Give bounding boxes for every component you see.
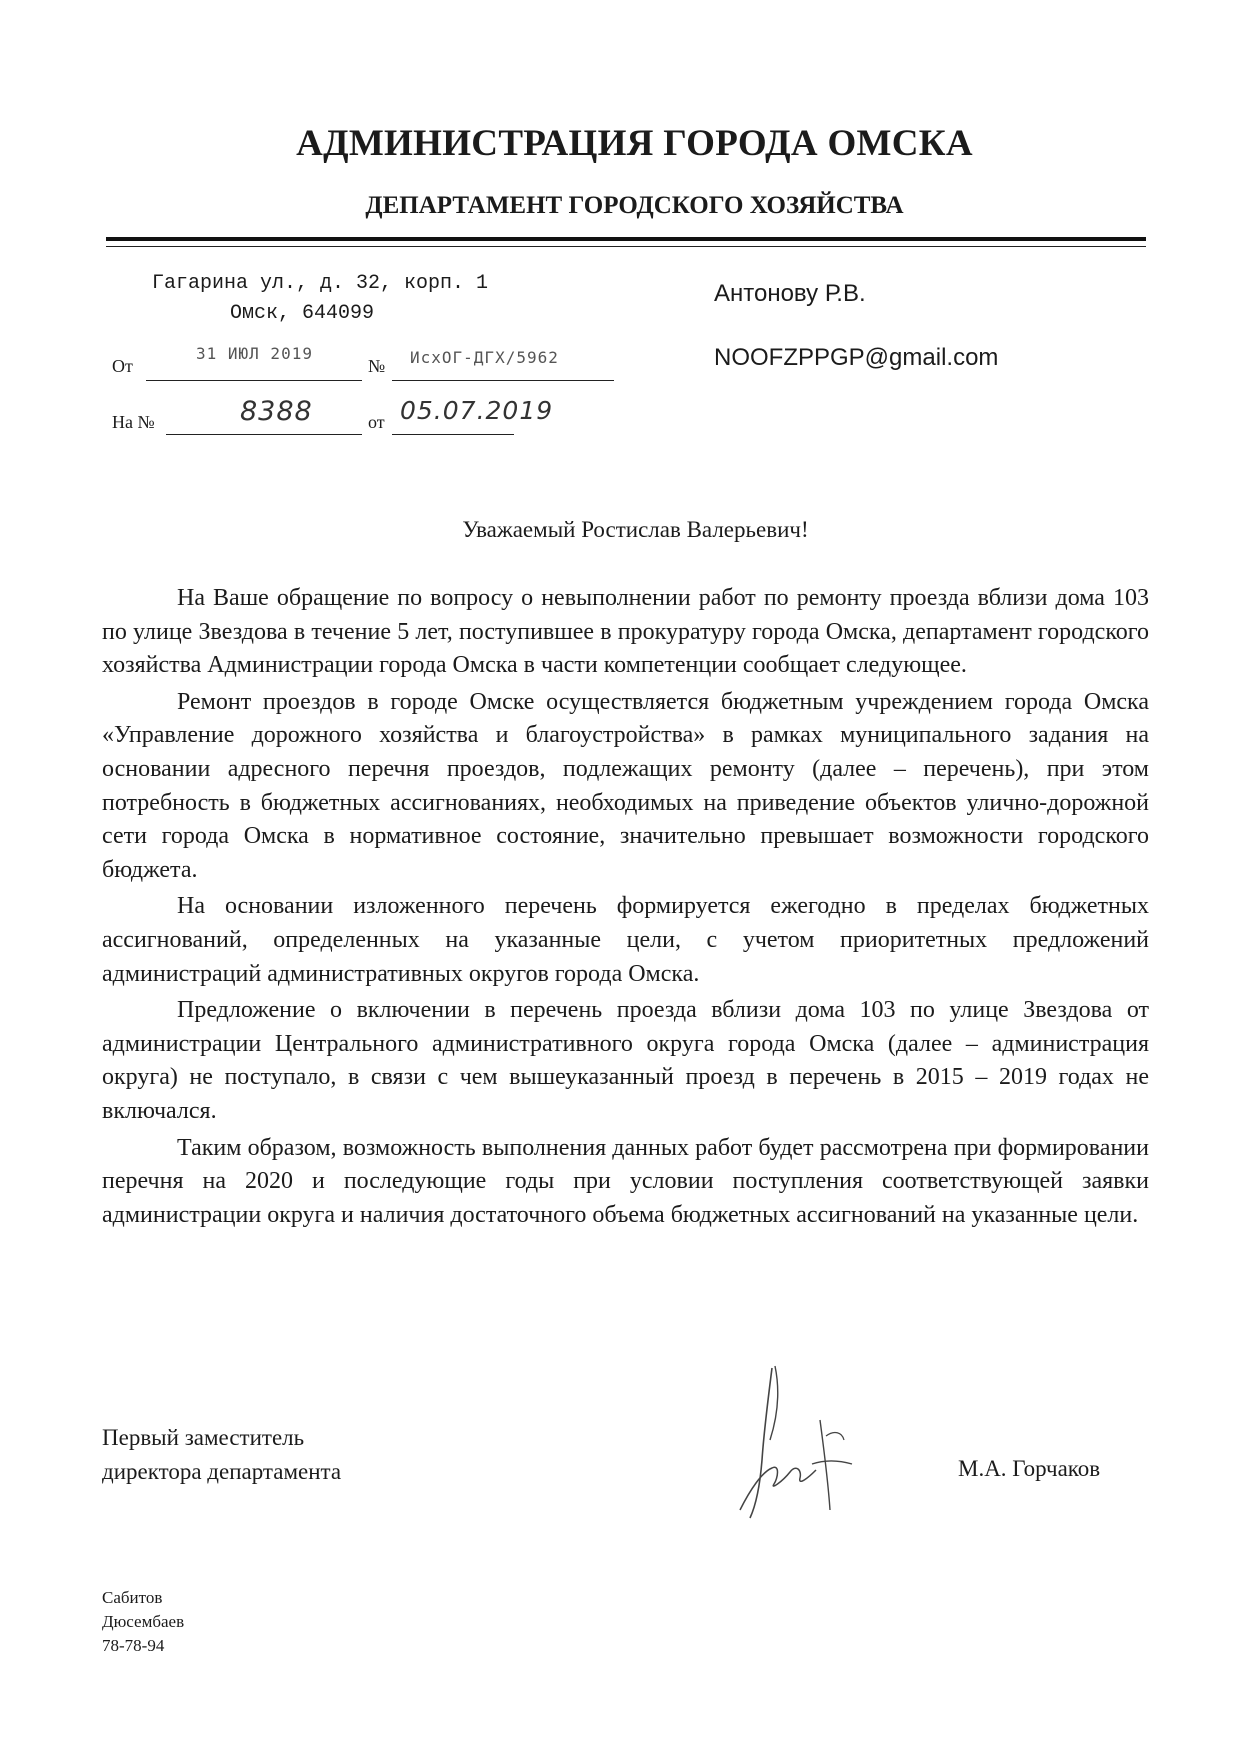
greeting: Уважаемый Ростислав Валерьевич! <box>462 517 809 542</box>
header-rule-thin <box>106 246 1146 247</box>
signatory-name: М.А. Горчаков <box>958 1456 1101 1481</box>
reply-to-label: На № <box>112 412 155 432</box>
signatory-position-line2: директора департамента <box>102 1459 342 1484</box>
paragraph: На основании изложенного перечень формируется ежегодно в пределах бюджетных ассигнований, определенных на указанные цели, с учетом приоритетных предложений администраций административных округов города Омска. <box>102 893 1149 987</box>
paragraph: На Ваше обращение по вопросу о невыполнении работ по ремонту проезда вблизи дома 103 по улице Звездова в течение 5 лет, поступившее в прокуратуру города Омска, департамент городского хозяйства Администрации города Омска в части компетенции сообщает следующее. <box>102 585 1149 679</box>
reply-date-handwritten: 05.07.2019 <box>400 396 554 425</box>
reply-number-handwritten: 8388 <box>240 396 313 427</box>
sender-address-city: Омск, 644099 <box>230 302 375 325</box>
signatory-position-line1: Первый заместитель <box>102 1425 305 1450</box>
reply-number-line <box>166 434 362 435</box>
sender-address-street: Гагарина ул., д. 32, корп. 1 <box>152 272 489 295</box>
handwritten-signature <box>720 1360 870 1520</box>
letter-body <box>102 582 1149 1235</box>
from-date-line <box>146 380 362 381</box>
executor-name-2: Дюсембаев <box>102 1612 185 1631</box>
organization-title: АДМИНИСТРАЦИЯ ГОРОДА ОМСКА <box>296 123 973 164</box>
outgoing-number-line <box>392 380 614 381</box>
recipient-email: NOOFZPPGP@gmail.com <box>714 344 999 371</box>
recipient-name: Антонову Р.В. <box>714 280 866 307</box>
outgoing-number-stamp: ИсхОГ-ДГХ/5962 <box>410 348 559 367</box>
executor-info <box>102 1586 184 1658</box>
department-title: ДЕПАРТАМЕНТ ГОРОДСКОГО ХОЗЯЙСТВА <box>365 192 904 219</box>
header-rule-thick <box>106 237 1146 241</box>
number-label: № <box>368 356 386 376</box>
reply-date-line <box>392 434 514 435</box>
paragraph: Таким образом, возможность выполнения данных работ будет рассмотрена при формировании перечня на 2020 и последующие годы при условии поступления соответствующей заявки администрации округа и наличия достаточного объема бюджетных ассигнований на указанные цели. <box>102 1134 1149 1228</box>
paragraph: Предложение о включении в перечень проезда вблизи дома 103 по улице Звездова от администрации Центрального административного округа города Омска (далее – администрация округа) не поступало, в связи с чем вышеуказанный проезд в перечень в 2015 – 2019 годах не включался. <box>102 997 1149 1124</box>
signatory-position <box>102 1421 341 1489</box>
paragraph: Ремонт проездов в городе Омске осуществляется бюджетным учреждением города Омска «Управление дорожного хозяйства и благоустройства» в рамках муниципального задания на основании адресного перечня проездов, подлежащих ремонту (далее – перечень), при этом потребность в бюджетных ассигнованиях, необходимых на приведение объектов улично-дорожной сети города Омска в нормативное состояние, значительно превышает возможности городского бюджета. <box>102 688 1149 883</box>
from-label: От <box>112 356 133 376</box>
outgoing-date-stamp: 31 ИЮЛ 2019 <box>196 344 313 363</box>
executor-phone: 78-78-94 <box>102 1636 165 1655</box>
reply-date-label: от <box>368 412 385 432</box>
executor-name-1: Сабитов <box>102 1588 163 1607</box>
